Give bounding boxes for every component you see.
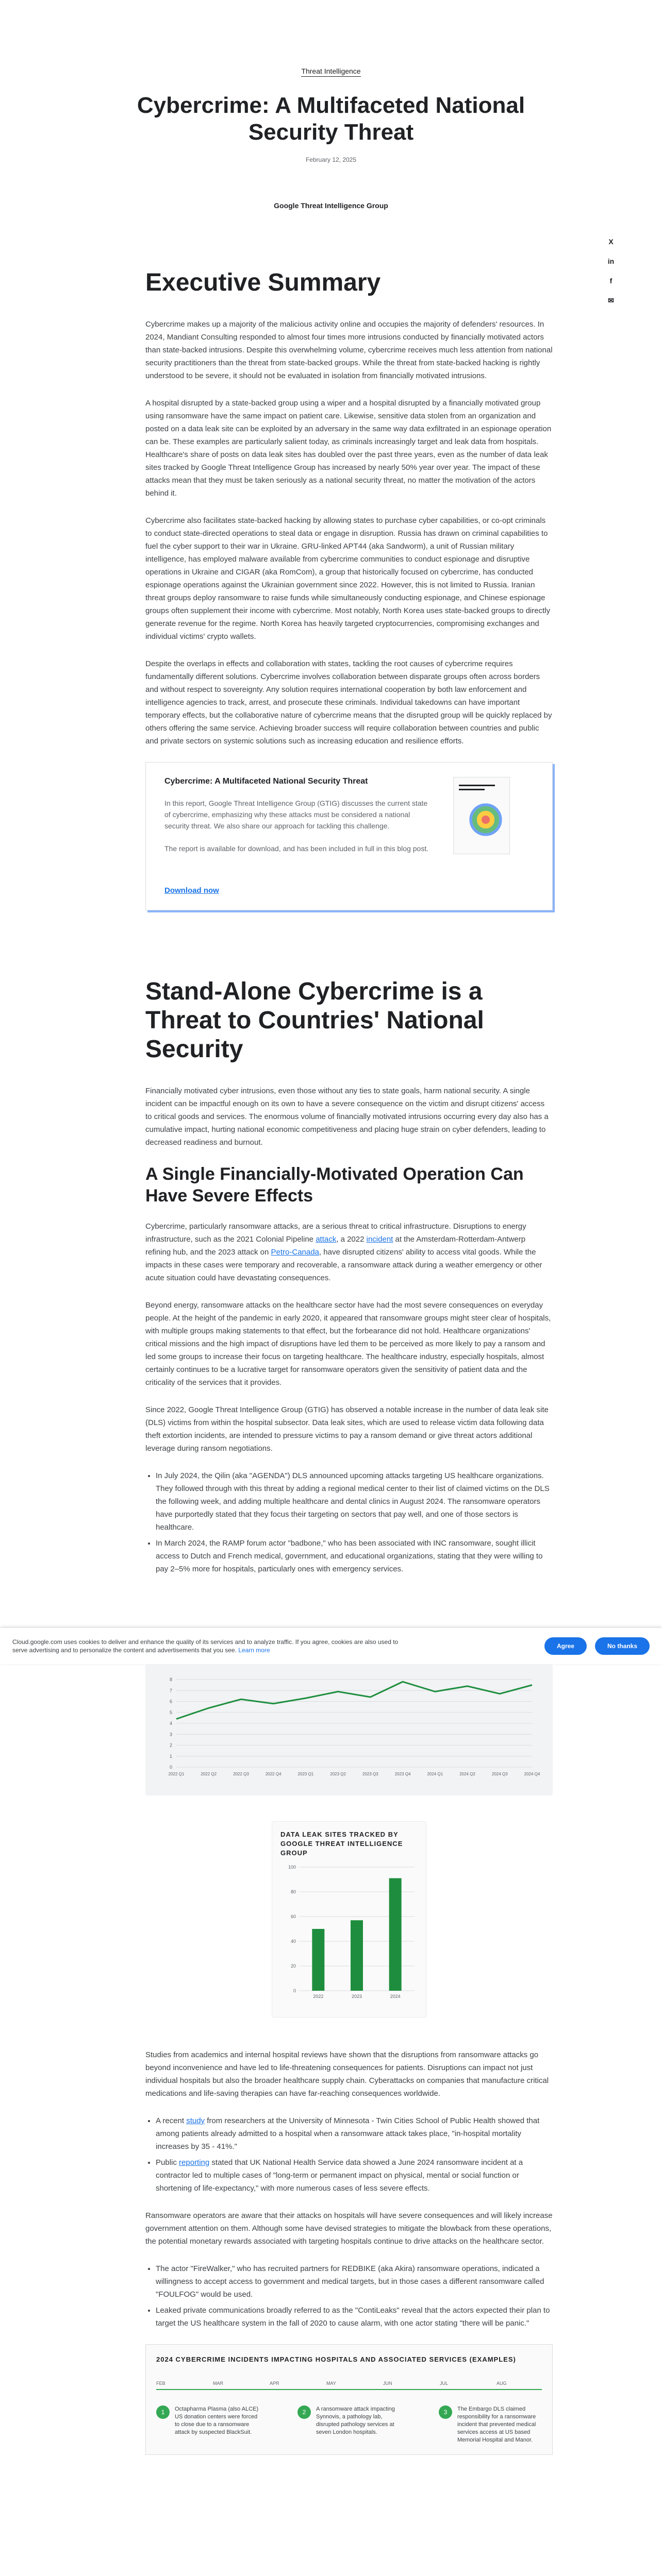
y-tick-label: 6 xyxy=(169,1699,172,1704)
report-card-note: The report is available for download, and has been included in full in this blog post. xyxy=(164,844,429,853)
summary-paragraph: Cybercrime also facilitates state-backed hacking by allowing states to purchase cyber capabilities, or co-opt criminals to conduct state-directed operations to steal data or engage in disruption. Russia has drawn on criminal capabilities to fuel the cyber support to their war in Ukraine. GRU-linked APT44 (aka Sandworm), a unit of Russian military intelligence, has employed malware available from cybercrime communities to conduct espionage and disruptive operations in Ukraine and CIGAR (aka RomCom), a group that historically focused on cybercrime, has conducted espionage operations against the Ukrainian government since 2022. However, this is not limited to Russia. Iranian threat groups deploy ransomware to raise funds while simultaneously conducting espionage, and Chinese espionage groups often supplement their income with cybercrime. Most notably, North Korea uses state-backed groups to directly generate revenue for the regime. North Korea has heavily targeted cryptocurrencies, compromising exchanges and individual victims' crypto wallets. xyxy=(145,516,551,641)
x-tick-label: 2024 xyxy=(390,1994,401,1999)
x-tick-label: 2022 Q4 xyxy=(265,1772,282,1776)
hospital-dls-line-chart xyxy=(145,1664,553,1795)
event-description: Octapharma Plasma (also ALCE) US donation centers were forced to close due to a ransomware attack by suspected BlackSuit. xyxy=(175,2406,259,2435)
timeline-axis xyxy=(156,2371,542,2390)
bar xyxy=(389,1878,402,1991)
report-download-card xyxy=(145,762,553,910)
timeline-events xyxy=(156,2405,542,2444)
timeline-event xyxy=(297,2405,401,2444)
list-item: • In July 2024, the Qilin (aka "AGENDA") DLS announced upcoming attacks targeting US healthcare organizations. They followed through with this threat by adding a regional medical center to their list of claimed victims on the DLS the following week, and adding multiple healthcare and dental clinics in August 2024. The ransomware operators have purportedly stated that they focus their targeting on sectors that pay well, and one of those sectors is healthcare. xyxy=(156,1469,553,1534)
section-heading: Stand-Alone Cybercrime is a Threat to Countries' National Security xyxy=(145,978,484,1063)
x-tick-label: 2023 Q1 xyxy=(297,1772,314,1776)
x-tick-label: 2022 Q3 xyxy=(233,1772,249,1776)
y-tick-label: 0 xyxy=(293,1988,296,1993)
timeline-month: APR xyxy=(270,2381,279,2386)
event-description: A ransomware attack impacting Synnovis, a pathology lab, disrupted pathology services at seven London hospitals. xyxy=(316,2406,395,2435)
event-number-badge: 3 xyxy=(439,2405,452,2419)
section-paragraph: Beyond energy, ransomware attacks on the healthcare sector have had the most severe consequences on everyday people. At the height of the pandemic in early 2020, it appeared that ransomware groups might steer clear of hospitals, with multiple groups making statements to that effect, but the forbearance did not hold. Healthcare organizations' critical missions and the high impact of disruptions have led them to be perceived as more likely to pay a ransom and led some groups to increase their focus on targeting healthcare. The healthcare industry, especially hospitals, almost certainly continues to be a lucrative target for ransomware operators given the sensitivity of patient data and the criticality of the services that it provides. xyxy=(145,1301,551,1387)
section-paragraph: Since 2022, Google Threat Intelligence Group (GTIG) has observed a notable increase in the number of data leak site (DLS) victims from within the hospital subsector. Data leak sites, which are used to release victim data following data theft extortion incidents, are intended to pressure victims to pay a ransom demand or give threat actors additional leverage during ransom negotiations. xyxy=(145,1405,549,1453)
article-header xyxy=(0,0,662,210)
no-thanks-button[interactable]: No thanks xyxy=(595,1637,650,1655)
x-icon[interactable]: X xyxy=(608,238,614,246)
timeline-month: MAY xyxy=(326,2381,336,2386)
y-tick-label: 100 xyxy=(288,1865,296,1870)
timeline-month: MAR xyxy=(213,2381,223,2386)
timeline-month: FEB xyxy=(156,2381,166,2386)
x-tick-label: 2024 Q4 xyxy=(524,1772,540,1776)
line-chart-svg xyxy=(156,1674,542,1783)
list-item: • A recent study from researchers at the University of Minnesota - Twin Cities School of Public Health showed that among patients already admitted to a hospital when a ransomware attack takes place, "in-hospital mortality increases by 35 - 41%." xyxy=(156,2114,553,2153)
y-tick-label: 2 xyxy=(169,1742,172,1748)
list-item: • The actor "FireWalker," who has recruited partners for REDBIKE (aka Akira) ransomware operations, indicated a willingness to accept access to government and medical targets, but in those cases a different ransomware called "FOULFOG" would be used. xyxy=(156,2262,553,2301)
x-tick-label: 2023 xyxy=(351,1994,362,1999)
study-link[interactable]: study xyxy=(186,2116,205,2125)
download-link[interactable]: Download now xyxy=(164,886,219,895)
y-tick-label: 40 xyxy=(290,1939,296,1944)
timeline-event xyxy=(439,2405,542,2444)
x-tick-label: 2023 Q2 xyxy=(330,1772,346,1776)
linkedin-icon[interactable]: in xyxy=(607,257,615,265)
series-line xyxy=(176,1682,532,1719)
timeline-month: JUL xyxy=(440,2381,449,2386)
timeline-month: JUN xyxy=(383,2381,392,2386)
learn-more-link[interactable]: Learn more xyxy=(238,1647,270,1654)
section-paragraph: Studies from academics and internal hospital reviews have shown that the disruptions from ransomware attacks go beyond inconvenience and have led to life-threatening consequences for patients. Disruptions can impact not just individual hospitals but also the broader healthcare supply chain. Cyberattacks on companies that manufacture critical medications and life-saving therapies can have far-reaching consequences worldwide. xyxy=(145,2050,549,2098)
incident-timeline xyxy=(145,2344,553,2455)
x-tick-label: 2024 Q1 xyxy=(427,1772,443,1776)
share-bar xyxy=(606,237,616,305)
event-number-badge: 1 xyxy=(156,2405,170,2419)
list-item: • Leaked private communications broadly referred to as the "ContiLeaks" reveal that the actors expected their plan to target the US healthcare system in the fall of 2020 to cause alarm, with one actor stating "there will be panic." xyxy=(156,2304,553,2330)
list-item: • Public reporting stated that UK National Health Service data showed a June 2024 ransomware incident at a contractor led to multiple cases of "long-term or permanent impact on physical, mental or social function or shortening of life-expectancy," with more numerous cases of less severe effects. xyxy=(156,2156,553,2195)
executive-summary-heading: Executive Summary xyxy=(145,269,381,296)
reporting-link[interactable]: reporting xyxy=(179,2158,210,2167)
x-tick-label: 2024 Q2 xyxy=(459,1772,475,1776)
y-tick-label: 1 xyxy=(169,1753,172,1759)
x-tick-label: 2022 xyxy=(313,1994,324,1999)
y-tick-label: 80 xyxy=(290,1889,296,1894)
timeline-title: 2024 CYBERCRIME INCIDENTS IMPACTING HOSPITALS AND ASSOCIATED SERVICES (EXAMPLES) xyxy=(156,2355,516,2363)
timeline-month: AUG xyxy=(496,2381,507,2386)
article-continued xyxy=(145,1664,553,2455)
y-tick-label: 5 xyxy=(169,1709,172,1715)
x-tick-label: 2022 Q2 xyxy=(201,1772,217,1776)
bullet-list xyxy=(156,2262,553,2330)
section-paragraph: Financially motivated cyber intrusions, even those without any ties to state goals, harm national security. A single incident can be impactful enough on its own to have a severe consequence on the victim and disrupt citizens' access to critical goods and services. The enormous volume of financially motivated intrusions occurring every day also has a cumulative impact, hurting national economic competitiveness and placing huge strain on cyber defenders, leading to decreased readiness and burnout. xyxy=(145,1087,549,1147)
page-title: Cybercrime: A Multifaceted National Security Threat xyxy=(137,93,525,145)
x-tick-label: 2023 Q4 xyxy=(394,1772,411,1776)
article-body xyxy=(145,268,553,1575)
event-number-badge: 2 xyxy=(297,2405,311,2419)
colonial-pipeline-link[interactable]: attack xyxy=(316,1235,337,1244)
y-tick-label: 0 xyxy=(169,1765,172,1770)
report-card-title: Cybercrime: A Multifaceted National Security Threat xyxy=(164,777,368,786)
y-tick-label: 3 xyxy=(169,1732,172,1737)
summary-paragraph: Cybercrime makes up a majority of the malicious activity online and occupies the majority of defenders' resources. In 2024, Mandiant Consulting responded to almost four times more intrusions conducted by financially motivated actors than state-backed intrusions. Despite this overwhelming volume, cybercrime receives much less attention from national security practitioners than the threat from state-backed groups. While the threat from state-backed hacking is rightly understood to be severe, it should not be evaluated in isolation from financially motivated intrusions. xyxy=(145,320,553,380)
x-tick-label: 2023 Q3 xyxy=(362,1772,378,1776)
cookie-banner xyxy=(0,1628,662,1664)
y-tick-label: 7 xyxy=(169,1688,172,1693)
x-tick-label: 2024 Q3 xyxy=(491,1772,508,1776)
timeline-event xyxy=(156,2405,259,2444)
author-name: Google Threat Intelligence Group xyxy=(274,201,388,210)
facebook-icon[interactable]: f xyxy=(609,277,613,285)
section-paragraph: Ransomware operators are aware that their attacks on hospitals will have severe consequences and will likely increase government attention on them. Although some have devised strategies to mitigate the blowback from these operations, the potential monetary rewards associated with targeting hospitals continue to drive attacks on the healthcare sector. xyxy=(145,2211,553,2246)
publish-date: February 12, 2025 xyxy=(305,156,357,163)
incident-link[interactable]: incident xyxy=(366,1235,393,1244)
bar xyxy=(351,1920,363,1991)
bar-chart-svg xyxy=(280,1862,419,2006)
dls-bar-chart xyxy=(272,1821,426,2018)
summary-paragraph: A hospital disrupted by a state-backed group using a wiper and a hospital disrupted by a financially motivated group using ransomware have the same impact on patient care. Likewise, sensitive data stolen from an organization and posted on a data leak site can be exploited by an adversary in the same way data exfiltrated in an espionage operation can be. These examples are particularly salient today, as criminals increasingly target and leak data from hospitals. Healthcare's share of posts on data leak sites has doubled over the past three years, even as the number of data leak sites tracked by Google Threat Intelligence Group has increased by nearly 50% year over year. The impact of these attacks mean that they must be taken seriously as a national security threat, no matter the motivation of the actors behind it. xyxy=(145,399,552,498)
event-description: The Embargo DLS claimed responsibility for a ransomware incident that prevented medical services access at US based Memorial Hospital and Manor. xyxy=(457,2406,536,2443)
bullet-list xyxy=(156,1469,553,1575)
petro-canada-link[interactable]: Petro-Canada xyxy=(271,1248,319,1257)
report-cover-image[interactable] xyxy=(453,777,510,854)
category-tag[interactable]: Threat Intelligence xyxy=(301,67,360,77)
y-tick-label: 60 xyxy=(290,1914,296,1919)
y-tick-label: 20 xyxy=(290,1963,296,1969)
bullet-list xyxy=(156,2114,553,2195)
cookie-message: Cloud.google.com uses cookies to deliver and enhance the quality of its services and to analyze traffic. If you agree, cookies are also used to serve advertising and to personalize the content and advertisements that you see. Learn more xyxy=(12,1638,399,1654)
bar xyxy=(312,1929,324,1991)
summary-paragraph: Despite the overlaps in effects and collaboration with states, tackling the root causes of cybercrime requires fundamentally different solutions. Cybercrime involves collaboration between disparate groups often across borders and without respect to sovereignty. Any solution requires international cooperation by both law enforcement and intelligence agencies to track, arrest, and prosecute these criminals. Individual takedowns can have important temporary effects, but the collaborative nature of cybercrime means that the disrupted group will be quickly replaced by others offering the same service. Achieving broader success will require collaboration between countries and public and private sectors on systemic solutions such as increasing education and resilience efforts. xyxy=(145,659,552,745)
list-item: • In March 2024, the RAMP forum actor "badbone," who has been associated with INC ransomware, sought illicit access to Dutch and French medical, government, and educational organizations, stating that they were willing to pay 2–5% more for hospitals, particularly ones with emergency services. xyxy=(156,1537,553,1575)
y-tick-label: 4 xyxy=(169,1721,172,1726)
y-tick-label: 8 xyxy=(169,1677,172,1682)
subsection-heading: A Single Financially-Motivated Operation Can Have Severe Effects xyxy=(145,1164,524,1206)
report-card-description: In this report, Google Threat Intelligence Group (GTIG) discusses the current state of cybercrime, emphasizing why these attacks must be considered a national security threat. We also share our approach for tackling this challenge. xyxy=(164,799,428,830)
email-icon[interactable]: ✉ xyxy=(608,296,614,304)
bar-chart-title: DATA LEAK SITES TRACKED BY GOOGLE THREAT INTELLIGENCE GROUP xyxy=(280,1831,403,1857)
x-tick-label: 2022 Q1 xyxy=(168,1772,185,1776)
agree-button[interactable]: Agree xyxy=(544,1637,587,1655)
section-paragraph: Cybercrime, particularly ransomware attacks, are a serious threat to critical infrastructure. Disruptions to energy infrastructure, such as the 2021 Colonial Pipeline attack, a 2022 incident at the Amsterdam-Rotterdam-Antwerp refining hub, and the 2023 attack on Petro-Canada, have disrupted citizens' ability to access vital goods. While the impacts in these cases were temporary and recoverable, a ransomware attack during a weather emergency or other acute situation could have devastating consequences. xyxy=(145,1222,542,1282)
